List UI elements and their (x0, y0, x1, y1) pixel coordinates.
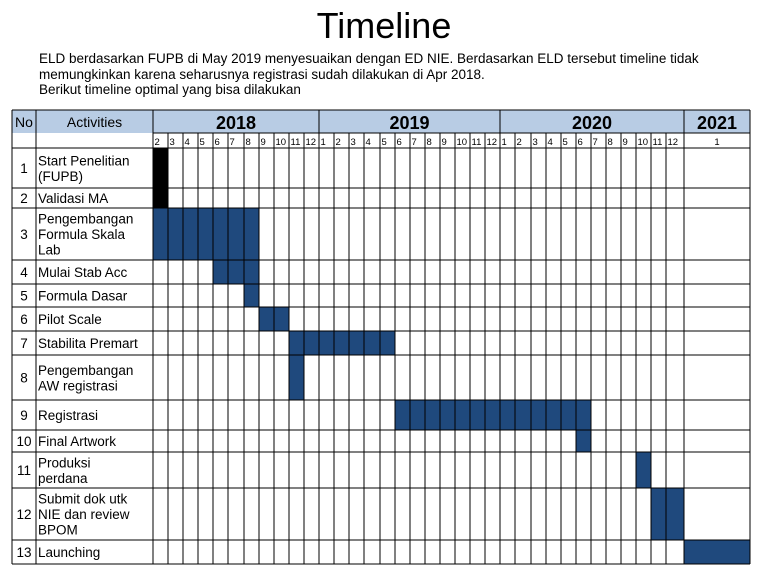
activity-label: Mulai Stab Acc (38, 265, 128, 280)
month-label: 4 (547, 137, 553, 148)
activity-label: Formula Dasar (38, 288, 128, 304)
intro-line: ELD berdasarkan FUPB di May 2019 menyesuaikan dengan ED NIE. Berdasarkan ELD tersebut timeline tidak (39, 51, 699, 66)
gantt-bar (153, 188, 168, 208)
row-number: 9 (20, 408, 28, 423)
row-number: 3 (20, 227, 28, 242)
gantt-bar (153, 208, 259, 260)
gantt-bar (244, 284, 259, 307)
activity-label: Submit dok utk (38, 491, 128, 507)
month-label: 8 (245, 137, 251, 148)
activity-label: Validasi MA (38, 191, 109, 206)
month-label: 6 (214, 137, 220, 148)
row-number: 13 (16, 545, 32, 560)
month-label: 5 (562, 137, 568, 148)
month-label: 6 (396, 137, 402, 148)
intro-line: memungkinkan karena seharusnya registrasi sudah dilakukan di Apr 2018. (39, 66, 485, 82)
activity-label: Final Artwork (38, 434, 117, 449)
month-label: 10 (275, 137, 287, 148)
month-label: 3 (532, 137, 538, 148)
row-number: 1 (20, 161, 28, 176)
gantt-bar (651, 488, 684, 540)
gantt-bar (213, 260, 259, 284)
gantt-bar (289, 331, 395, 355)
month-label: 8 (426, 137, 432, 148)
month-label: 11 (290, 137, 301, 148)
activity-label: Pengembangan (38, 362, 134, 378)
month-label: 2 (516, 137, 522, 148)
month-label: 12 (486, 137, 498, 148)
activity-label: Launching (38, 545, 101, 560)
month-label: 8 (607, 137, 613, 148)
month-label: 5 (381, 137, 387, 148)
month-label: 3 (350, 137, 356, 148)
gantt-bar (289, 355, 304, 400)
month-label: 11 (652, 137, 663, 148)
month-label: 9 (622, 137, 628, 148)
row-number: 8 (20, 370, 28, 386)
gantt-bar (684, 540, 750, 564)
month-label: 10 (456, 137, 468, 148)
year-label: 2021 (696, 113, 738, 133)
row-number: 5 (20, 288, 28, 304)
activity-label: Produksi (38, 455, 91, 471)
month-label: 1 (501, 137, 507, 148)
gantt-bar (576, 430, 591, 452)
month-label: 1 (320, 137, 326, 148)
row-number: 6 (20, 312, 28, 327)
activity-label: (FUPB) (38, 168, 83, 184)
month-label: 10 (637, 137, 649, 148)
row-number: 4 (20, 265, 28, 280)
activity-label: Formula Skala (38, 227, 126, 242)
activity-label: BPOM (38, 522, 78, 538)
month-label: 4 (365, 137, 371, 148)
row-number: 11 (16, 463, 32, 478)
month-label: 9 (441, 137, 447, 148)
month-label: 4 (184, 137, 190, 148)
month-label: 7 (411, 137, 417, 148)
month-label: 7 (592, 137, 598, 148)
month-label: 11 (471, 137, 482, 148)
gantt-bar (153, 148, 168, 188)
intro-line: Berikut timeline optimal yang bisa dilakukan (39, 82, 301, 97)
gantt-bar (636, 452, 651, 488)
row-number: 10 (16, 434, 32, 449)
activity-label: Lab (38, 242, 61, 258)
year-label: 2019 (389, 113, 430, 133)
month-label: 9 (260, 137, 266, 148)
month-label: 1 (714, 137, 720, 148)
activity-label: Start Penelitian (38, 153, 130, 169)
activities-column-header: Activities (66, 114, 123, 130)
activity-label: perdana (38, 470, 88, 486)
month-label: 2 (335, 137, 341, 148)
activity-label: Pilot Scale (38, 312, 102, 327)
activity-label: Registrasi (38, 408, 99, 423)
year-label: 2018 (215, 113, 257, 133)
month-label: 6 (577, 137, 583, 148)
row-number: 12 (16, 507, 32, 522)
month-label: 2 (154, 137, 160, 148)
row-number: 2 (20, 191, 28, 206)
month-label: 5 (199, 137, 205, 148)
activity-label: Pengembangan (38, 211, 134, 227)
month-label: 12 (305, 137, 317, 148)
activity-label: NIE dan review (38, 507, 130, 522)
month-label: 12 (667, 137, 679, 148)
month-label: 7 (229, 137, 235, 148)
page-title: Timeline (316, 5, 452, 46)
month-label: 3 (169, 137, 175, 148)
activity-label: AW registrasi (38, 378, 118, 394)
row-number: 7 (20, 336, 28, 351)
activity-label: Stabilita Premart (38, 336, 138, 351)
gantt-bar (395, 400, 591, 430)
year-label: 2020 (571, 113, 613, 133)
no-column-header: No (15, 114, 33, 130)
